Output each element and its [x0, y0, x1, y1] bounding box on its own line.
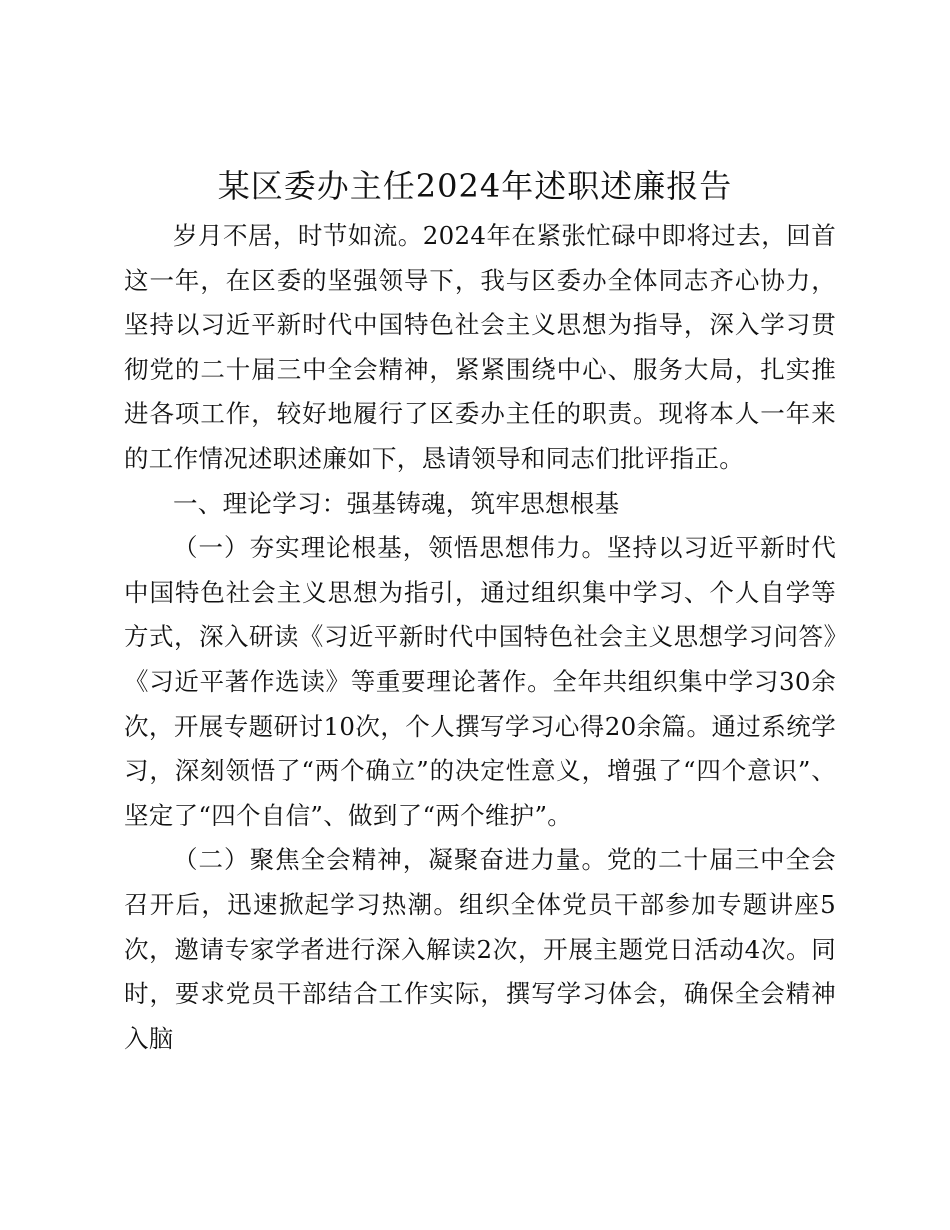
document-body	[124, 214, 836, 1061]
section-heading-theory-study: 一、理论学习：强基铸魂，筑牢思想根基	[173, 488, 620, 518]
subsection-paragraph-2: （二）聚焦全会精神，凝聚奋进力量。党的二十届三中全会召开后，迅速掀起学习热潮。组织全体党员干部参加专题讲座5次，邀请专家学者进行深入解读2次，开展主题党日活动4次。同时，要求党员干部结合工作实际，撰写学习体会，确保全会精神入脑	[124, 845, 836, 1053]
subsection-paragraph-1: （一）夯实理论根基，领悟思想伟力。坚持以习近平新时代中国特色社会主义思想为指引，通过组织集中学习、个人自学等方式，深入研读《习近平新时代中国特色社会主义思想学习问答》《习近平著作选读》等重要理论著作。全年共组织集中学习30余次，开展专题研讨10次，个人撰写学习心得20余篇。通过系统学习，深刻领悟了“两个确立”的决定性意义，增强了“四个意识”、坚定了“四个自信”、做到了“两个维护”。	[124, 533, 836, 830]
document-title: 某区委办主任2024年述职述廉报告	[217, 167, 733, 205]
intro-paragraph: 岁月不居，时节如流。2024年在紧张忙碌中即将过去，回首这一年，在区委的坚强领导下，我与区委办全体同志齐心协力，坚持以习近平新时代中国特色社会主义思想为指导，深入学习贯彻党的二十届三中全会精神，紧紧围绕中心、服务大局，扎实推进各项工作，较好地履行了区委办主任的职责。现将本人一年来的工作情况述职述廉如下，恳请领导和同志们批评指正。	[124, 221, 836, 473]
